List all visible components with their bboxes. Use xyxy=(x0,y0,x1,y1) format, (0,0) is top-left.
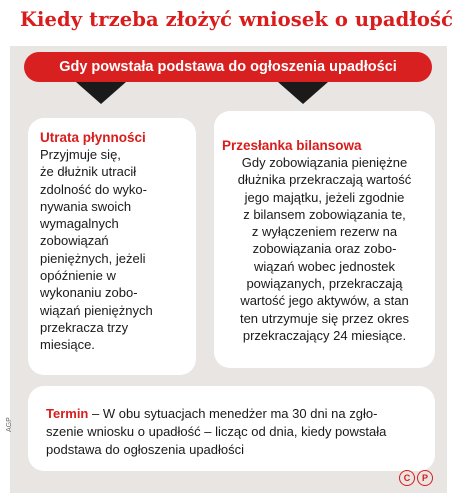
text-line: jego majątku, jeżeli zgodnie xyxy=(244,189,405,205)
deadline-text xyxy=(46,405,426,459)
text-line: przekracza trzy xyxy=(40,319,129,335)
text-line: opóźnienie w xyxy=(40,268,116,284)
text-line: podstawa do ogłoszenia upadłości xyxy=(46,442,245,457)
infographic-title: Kiedy trzeba złożyć wniosek o upadłość xyxy=(20,8,454,31)
deadline-keyword: Termin xyxy=(46,406,89,421)
text-line xyxy=(46,405,426,423)
liquidity-loss-heading: Utrata płynności xyxy=(40,130,146,145)
text-line: powiązanych, przekraczają xyxy=(246,276,403,292)
text-line: wykonaniu zobo- xyxy=(40,285,138,301)
text-line: wartość jego aktywów, a stan xyxy=(240,293,409,309)
deadline-line-1: – W obu sytuacjach menedżer ma 30 dni na zgło- xyxy=(88,406,378,421)
text-line: zdolność do wyko- xyxy=(40,181,147,197)
text-line: zobowiązań xyxy=(40,233,109,249)
text-line: pieniężnych, jeżeli xyxy=(40,250,146,266)
copyright-marks xyxy=(399,470,433,486)
arrow-down-left-icon xyxy=(76,82,126,104)
text-line: z wyłączeniem rezerw na xyxy=(251,224,398,240)
text-line: z bilansem zobowiązania te, xyxy=(243,206,406,222)
text-line: miesiące. xyxy=(40,337,95,353)
text-line: wiązań wobec jednostek xyxy=(254,258,395,274)
liquidity-loss-text xyxy=(40,146,153,354)
text-line: zobowiązania oraz zobo- xyxy=(252,241,397,257)
balance-sheet-text xyxy=(214,154,435,344)
text-line: wiązań pieniężnych xyxy=(40,302,153,318)
condition-banner: Gdy powstała podstawa do ogłoszenia upadłości xyxy=(24,52,432,82)
phonogram-copyright-icon: P xyxy=(417,470,433,486)
text-line: szenie wniosku o upadłość – licząc od dnia, kiedy powstała xyxy=(46,424,387,439)
text-line: ten utrzymuje się przez okres xyxy=(239,310,410,326)
text-line: nywania swoich xyxy=(40,198,132,214)
agency-credit: AGP xyxy=(6,417,13,432)
arrow-down-right-icon xyxy=(278,82,328,104)
text-line: że dłużnik utracił xyxy=(40,164,137,180)
text-line: Gdy zobowiązania pieniężne xyxy=(241,155,408,170)
text-line: przekraczający 24 miesiące. xyxy=(242,327,407,343)
text-line: dłużnika przekraczają wartość xyxy=(237,172,412,188)
text-line: wymagalnych xyxy=(40,216,119,232)
balance-sheet-heading: Przesłanka bilansowa xyxy=(222,138,362,153)
copyright-icon: C xyxy=(399,470,415,486)
text-line: Przyjmuje się, xyxy=(40,147,121,162)
